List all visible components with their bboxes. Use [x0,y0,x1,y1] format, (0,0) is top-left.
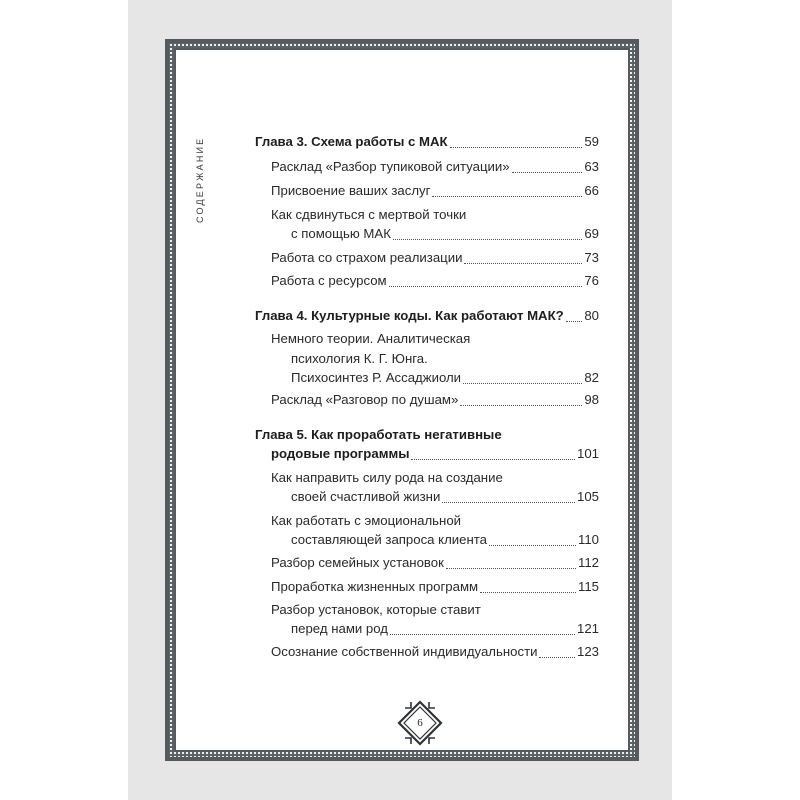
toc-page-number: 82 [584,370,599,385]
leader-dots [539,656,575,658]
toc-entry-line: Немного теории. Аналитическая [271,331,471,346]
toc-entry-line: Как направить силу рода на создание [271,470,503,485]
toc-chapter-5-line: Глава 5. Как проработать негативные [255,427,502,442]
toc-page-number: 63 [584,159,599,174]
toc-entry[interactable] [291,529,599,551]
toc-entry-title: Осознание собственной индивидуальности [271,644,538,659]
toc-entry-title: Расклад «Разбор тупиковой ситуации» [271,159,510,174]
toc-entry-title: родовые программы [271,446,410,461]
toc-entry-title: составляющей запроса клиента [291,532,487,547]
leader-dots [464,262,582,264]
toc-page-number: 73 [584,250,599,265]
toc-page-number: 112 [577,555,599,570]
toc-entry-title: Работа с ресурсом [271,273,387,288]
toc-entry[interactable] [271,156,599,178]
toc-entry[interactable] [271,247,599,269]
toc-entry-title: Глава 4. Культурные коды. Как работают МАК? [255,308,564,323]
toc-entry-line: психология К. Г. Юнга. [291,351,428,366]
leader-dots [460,404,582,406]
leader-dots [450,146,583,148]
toc-entry[interactable] [271,576,599,598]
toc-entry-title: Глава 3. Схема работы с МАК [255,134,448,149]
toc-page-number: 123 [576,644,599,659]
toc-chapter-3[interactable] [255,131,599,153]
toc-entry-title: Разбор семейных установок [271,555,444,570]
toc-entry-title: Проработка жизненных программ [271,579,479,594]
toc-page-number: 101 [576,446,599,461]
running-head-contents: СОДЕРЖАНИЕ [195,136,205,224]
leader-dots [480,591,576,593]
toc-page-number: 76 [584,273,599,288]
toc-page-number: 59 [584,134,599,149]
toc-page-number: 98 [584,392,599,407]
toc-entry-title: Присвоение ваших заслуг [271,183,431,198]
toc-entry-line: Как сдвинуться с мертвой точки [271,207,467,222]
page-number: 6 [417,717,423,729]
toc-entry[interactable] [271,389,599,411]
leader-dots [389,285,583,287]
leader-dots [446,567,576,569]
toc-entry-line: Разбор установок, которые ставит [271,602,481,617]
toc-entry[interactable] [271,270,599,292]
toc-entry[interactable] [291,618,599,640]
toc-chapter-4[interactable] [255,305,599,327]
toc-entry-title: Расклад «Разговор по душам» [271,392,459,407]
toc-page-number: 115 [577,579,599,594]
leader-dots [393,238,582,240]
leader-dots [566,320,583,322]
leader-dots [432,195,582,197]
toc-entry-title: Работа со страхом реализации [271,250,463,265]
toc-entry-title: своей счастливой жизни [291,489,441,504]
toc-entry-title: Психосинтез Р. Ассаджиоли [291,370,462,385]
toc-entry[interactable] [271,641,599,663]
leader-dots [411,458,575,460]
toc-page-number: 69 [584,226,599,241]
toc-page-number: 110 [577,532,599,547]
leader-dots [390,633,575,635]
toc-entry[interactable] [271,552,599,574]
toc-page-number: 80 [584,308,599,323]
toc-entry[interactable] [291,367,599,389]
toc-chapter-5[interactable] [271,443,599,465]
leader-dots [463,382,582,384]
toc-entry-title: с помощью МАК [291,226,391,241]
toc-entry[interactable] [271,180,599,202]
leader-dots [512,171,583,173]
toc-page-number: 66 [584,183,599,198]
toc-entry[interactable] [291,223,599,245]
leader-dots [489,544,576,546]
toc-page-number: 105 [576,489,599,504]
toc-entry-title: перед нами род [291,621,388,636]
toc-page-number: 121 [576,621,599,636]
leader-dots [442,501,575,503]
toc-entry-line: Как работать с эмоциональной [271,513,462,528]
toc-entry[interactable] [291,486,599,508]
